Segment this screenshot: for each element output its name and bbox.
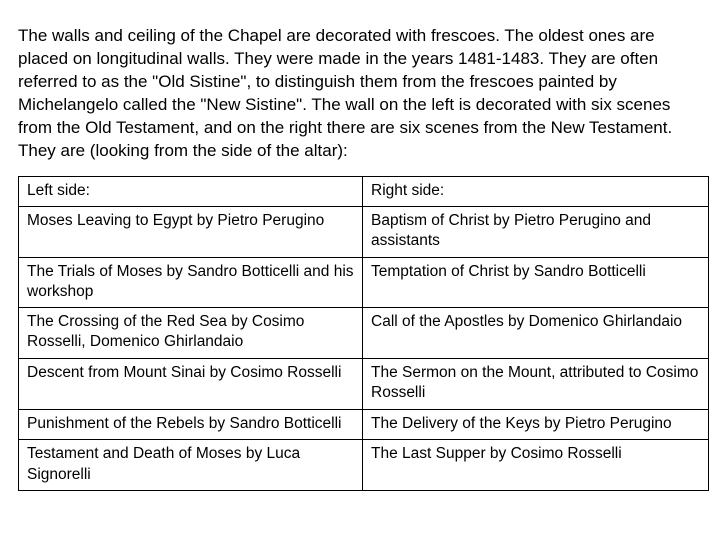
table-row — [19, 409, 709, 440]
frescoes-table — [18, 176, 709, 491]
table-header-row — [19, 177, 709, 207]
header-left-side: Left side: — [19, 177, 363, 207]
left-fresco-cell: Testament and Death of Moses by Luca Signorelli — [19, 440, 363, 491]
table-row — [19, 206, 709, 257]
table-row — [19, 307, 709, 358]
header-right-side: Right side: — [363, 177, 709, 207]
right-fresco-cell: Call of the Apostles by Domenico Ghirlandaio — [363, 307, 709, 358]
left-fresco-cell: The Crossing of the Red Sea by Cosimo Rosselli, Domenico Ghirlandaio — [19, 307, 363, 358]
intro-paragraph: The walls and ceiling of the Chapel are decorated with frescoes. The oldest ones are placed on longitudinal walls. They were made in the years 1481-1483. They are often referred to as the "Old Sistine", to distinguish them from the frescoes painted by Michelangelo called the "New Sistine". The wall on the left is decorated with six scenes from the Old Testament, and on the right there are six scenes from the New Testament. They are (looking from the side of the altar): — [18, 26, 673, 160]
right-fresco-cell: The Delivery of the Keys by Pietro Perugino — [363, 409, 709, 440]
left-fresco-cell: Descent from Mount Sinai by Cosimo Rosselli — [19, 358, 363, 409]
table-row — [19, 358, 709, 409]
left-fresco-cell: The Trials of Moses by Sandro Botticelli and his workshop — [19, 257, 363, 307]
left-fresco-cell: Punishment of the Rebels by Sandro Botticelli — [19, 409, 363, 440]
table-row — [19, 440, 709, 491]
right-fresco-cell: Baptism of Christ by Pietro Perugino and assistants — [363, 206, 709, 257]
right-fresco-cell: Temptation of Christ by Sandro Botticelli — [363, 257, 709, 307]
right-fresco-cell: The Sermon on the Mount, attributed to Cosimo Rosselli — [363, 358, 709, 409]
table-row — [19, 257, 709, 307]
right-fresco-cell: The Last Supper by Cosimo Rosselli — [363, 440, 709, 491]
left-fresco-cell: Moses Leaving to Egypt by Pietro Perugino — [19, 206, 363, 257]
